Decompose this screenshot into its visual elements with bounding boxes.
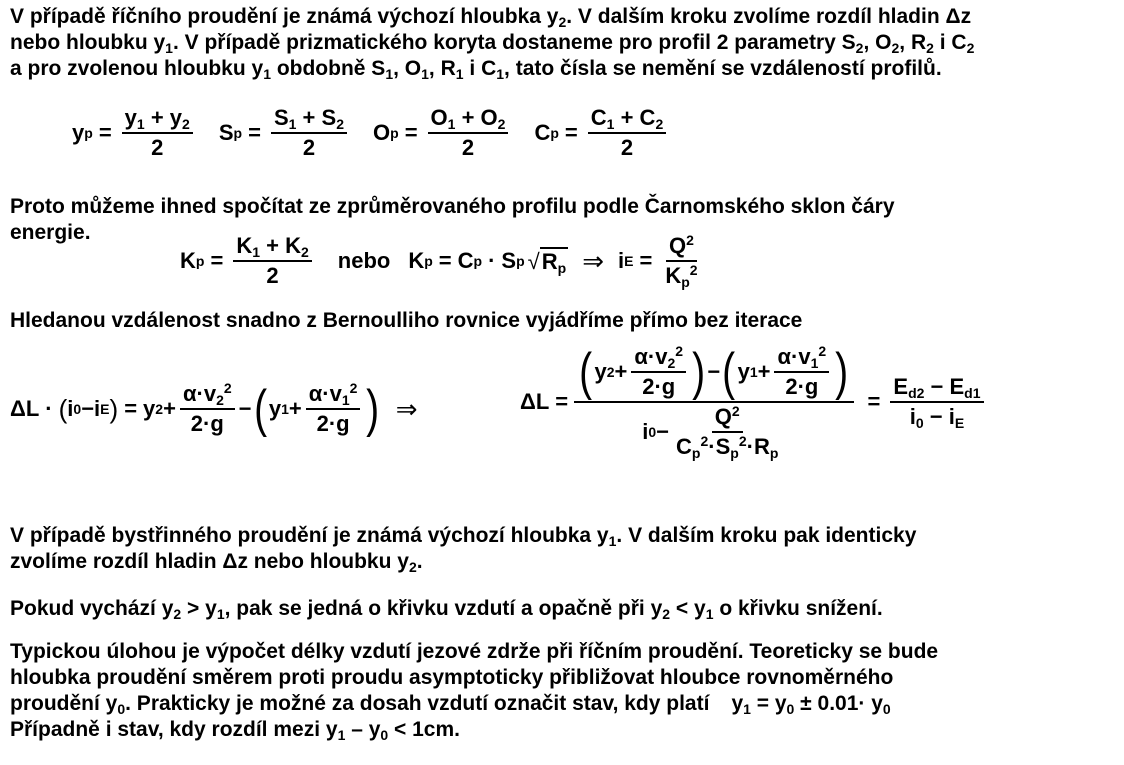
typical-task-line-3: proudění $y_0$. Prakticky je možné za dosah vzdutí označit stav, kdy platí $y_1 = y_0 \pm 0.01\cdot y_0$ — [10, 692, 891, 717]
intro-line-2: nebo hloubku $y_1$. V případě prizmatického koryta dostaneme pro profil 2 parametry $S_2$, $O_2$, $R_2$ i $C_2$ — [10, 31, 975, 56]
paragraph-intro — [10, 4, 974, 82]
paragraph-typical-task — [10, 639, 938, 743]
typical-task-line-2: hloubka proudění směrem proti proudu asymptoticky přibližovat hloubce rovnoměrného — [10, 666, 894, 689]
bernoulli-line: Hledanou vzdálenost snadno z Bernoulliho rovnice vyjádříme přímo bez iterace — [10, 309, 803, 332]
energy-line-2: energie. — [10, 221, 91, 244]
supercritical-line-2: zvolíme rozdíl hladin Δz nebo hloubku $y_2$. — [10, 550, 423, 575]
energy-line-1: Proto můžeme ihned spočítat ze zprůměrovaného profilu podle Čarnomského sklon čáry — [10, 195, 895, 218]
equation-averages: y p = $\frac{y_1 + y_2}{2}$ S p = $\frac{S_1 + S_2}{2}$ O p = $\frac{O_1 + O_2}{2}$ C p = $\frac{C_1 + C_2}{2}$ — [72, 106, 670, 160]
equation-bernoulli: ΔL · ( i 0 − i E ) = y 2 + $\frac{\alpha\cdot v_2^2}{2\cdot g}$ − ( y 1 + $\frac{\alpha\cdot v_1^2}{2\cdot g}$ ) ⇒ — [10, 380, 418, 438]
intro-line-1: V případě říčního proudění je známá výchozí hloubka $y_2$. V dalším kroku zvolíme rozdíl hladin Δz — [10, 5, 972, 30]
typical-task-line-1: Typickou úlohou je výpočet délky vzdutí jezové zdrže při říčním proudění. Teoreticky se bude — [10, 640, 939, 663]
paragraph-curve-type — [10, 596, 883, 622]
equation-delta-l: ΔL = ( y 2 + $\frac{\alpha\cdot v_2^2}{2\cdot g}$ ) − ( y 1 + $\frac{\alpha\cdot v_1^2}{2\cdot g}$ ) i 0 − $\frac{Q^2}{C_p^2\cdot S_p^2\cdot R_p}$ = $\frac{E_{d2} - E_{d1}}{i_0 - i_E}$ — [520, 345, 988, 459]
paragraph-bernoulli — [10, 308, 802, 334]
equation-conveyance: K p = $\frac{K_1 + K_2}{2}$ nebo K p = C p · S p √ $R_p$ ⇒ i E = $\frac{Q^2}{K_p^2}$ — [180, 232, 698, 290]
supercritical-line-1: V případě bystřinného proudění je známá výchozí hloubka $y_1$. V dalším kroku pak identicky — [10, 524, 917, 549]
typical-task-line-4: Případně i stav, kdy rozdíl mezi $y_1 - y_0 < 1cm$. — [10, 718, 460, 743]
paragraph-supercritical — [10, 523, 916, 575]
intro-line-3: a pro zvolenou hloubku $y_1$ obdobně $S_1$, $O_1$, $R_1$ i $C_1$, tato čísla se nemění se vzdáleností profilů. — [10, 57, 942, 82]
curve-type-line: Pokud vychází $y_2 > y_1$, pak se jedná o křivku vzdutí a opačně při $y_2 < y_1$ o křivku snížení. — [10, 597, 883, 622]
